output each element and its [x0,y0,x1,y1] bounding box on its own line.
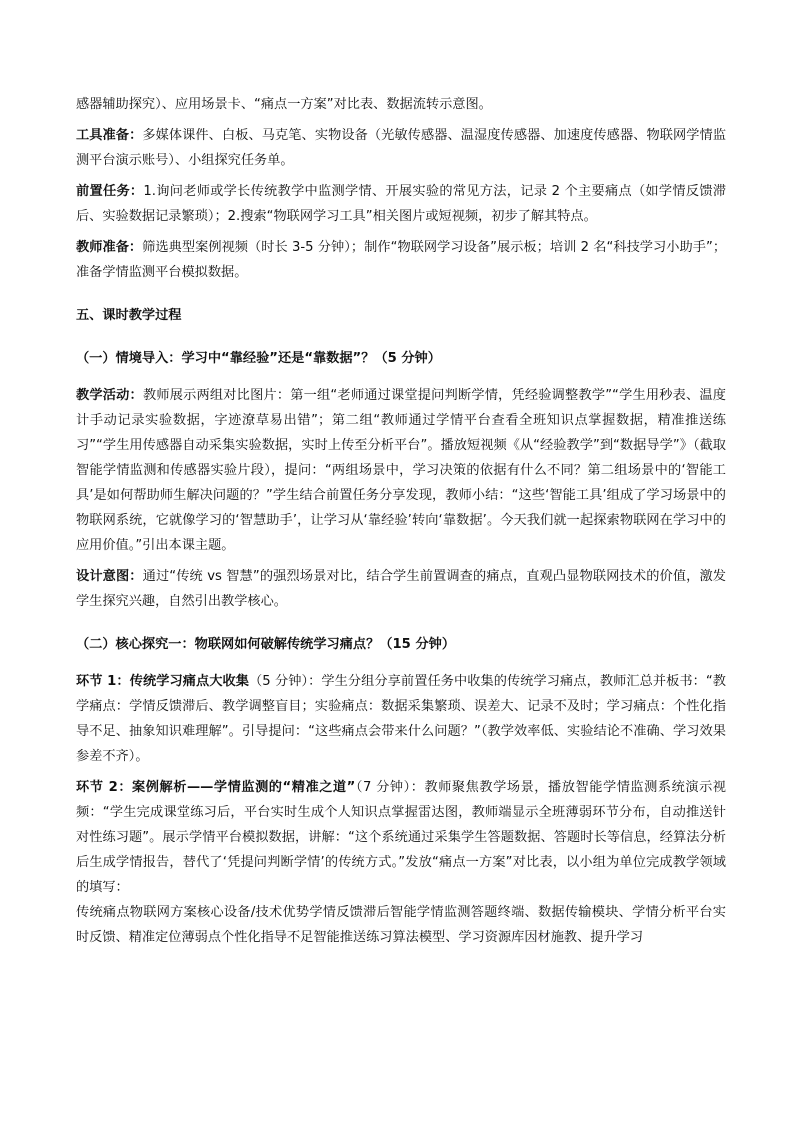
teacher-prep-text: 筛选典型案例视频（时长 3-5 分钟）；制作“物联网学习设备”展示板；培训 2 名“科技学习小助手”；准备学情监测平台模拟数据。 [76,240,727,280]
tools-label: 工具准备： [76,128,143,143]
section-heading: 五、课时教学过程 [76,308,182,323]
step2-text: （7 分钟）：教师聚焦教学场景，播放智能学情监测系统演示视频：“学生完成课堂练习后，平台实时生成个人知识点掌握雷达图，教师端显示全班薄弱环节分布，自动推送针对性练习题”。展示学情平台模拟数据，讲解：“这个系统通过采集学生答题数据、答题时长等信息，经算法分析后生成学情报告，替代了‘凭提问判断学情’的传统方式。”发放“痛点一方案”对比表，以小组为单位完成教学领域的填写： [76,780,726,895]
document-body [76,92,726,950]
pre-task-paragraph [76,179,726,229]
intro-line: 感器辅助探究）、应用场景卡、“痛点一方案”对比表、数据流转示意图。 [76,97,492,112]
comparison-table-text: 传统痛点物联网方案核心设备/技术优势学情反馈滞后智能学情监测答题终端、数据传输模块、学情分析平台实时反馈、精准定位薄弱点个性化指导不足智能推送练习算法模型、学习资源库因材施教、提升学习 [76,905,726,945]
teacher-prep-label: 教师准备： [76,240,143,255]
step1-paragraph [76,669,726,769]
pre-task-text: 1.询问老师或学长传统教学中监测学情、开展实验的常见方法，记录 2 个主要痛点（如学情反馈滞后、实验数据记录繁琐）；2.搜索“物联网学习工具”相关图片或短视频，初步了解其特点。 [76,184,727,224]
part2-heading: （二）核心探究一：物联网如何破解传统学习痛点？（15 分钟） [76,637,456,652]
step1-label: 环节 1：传统学习痛点大收集 [76,674,250,689]
teaching-activity-label: 教学活动： [76,388,143,403]
design-intent-label: 设计意图： [76,569,143,584]
tools-text: 多媒体课件、白板、马克笔、实物设备（光敏传感器、温湿度传感器、加速度传感器、物联网学情监测平台演示账号）、小组探究任务单。 [76,128,727,168]
design-intent-paragraph [76,564,726,614]
part1-heading: （一）情境导入：学习中“靠经验”还是“靠数据”？（5 分钟） [76,351,441,366]
step1-text: （5 分钟）：学生分组分享前置任务中收集的传统学习痛点，教师汇总并板书：“教学痛点：学情反馈滞后、教学调整盲目；实验痛点：数据采集繁琐、误差大、记录不及时；学习痛点：个性化指导不足、抽象知识难理解”。引导提问：“这些痛点会带来什么问题？”（教学效率低、实验结论不准确、学习效果参差不齐）。 [76,674,726,764]
step2-paragraph [76,775,726,900]
teaching-activity-paragraph [76,383,726,558]
step2-label: 环节 2：案例解析——学情监测的“精准之道” [76,780,356,795]
teacher-prep-paragraph [76,235,726,285]
design-intent-text: 通过“传统 vs 智慧”的强烈场景对比，结合学生前置调查的痛点，直观凸显物联网技术的价值，激发学生探究兴趣，自然引出教学核心。 [76,569,726,609]
teaching-activity-text: 教师展示两组对比图片：第一组“老师通过课堂提问判断学情，凭经验调整教学”“学生用秒表、温度计手动记录实验数据，字迹潦草易出错”；第二组“教师通过学情平台查看全班知识点掌握数据，精准推送练习”“学生用传感器自动采集实验数据，实时上传至分析平台”。播放短视频《从“经验教学”到“数据导学”》（截取智能学情监测和传感器实验片段），提问：“两组场景中，学习决策的依据有什么不同？第二组场景中的‘智能工具’是如何帮助师生解决问题的？”学生结合前置任务分享发现，教师小结：“这些‘智能工具’组成了学习场景中的物联网系统，它就像学习的‘智慧助手’，让学习从‘靠经验’转向‘靠数据’。今天我们就一起探索物联网在学习中的应用价值。”引出本课主题。 [76,388,726,553]
pre-task-label: 前置任务： [76,184,144,199]
tools-paragraph [76,123,726,173]
